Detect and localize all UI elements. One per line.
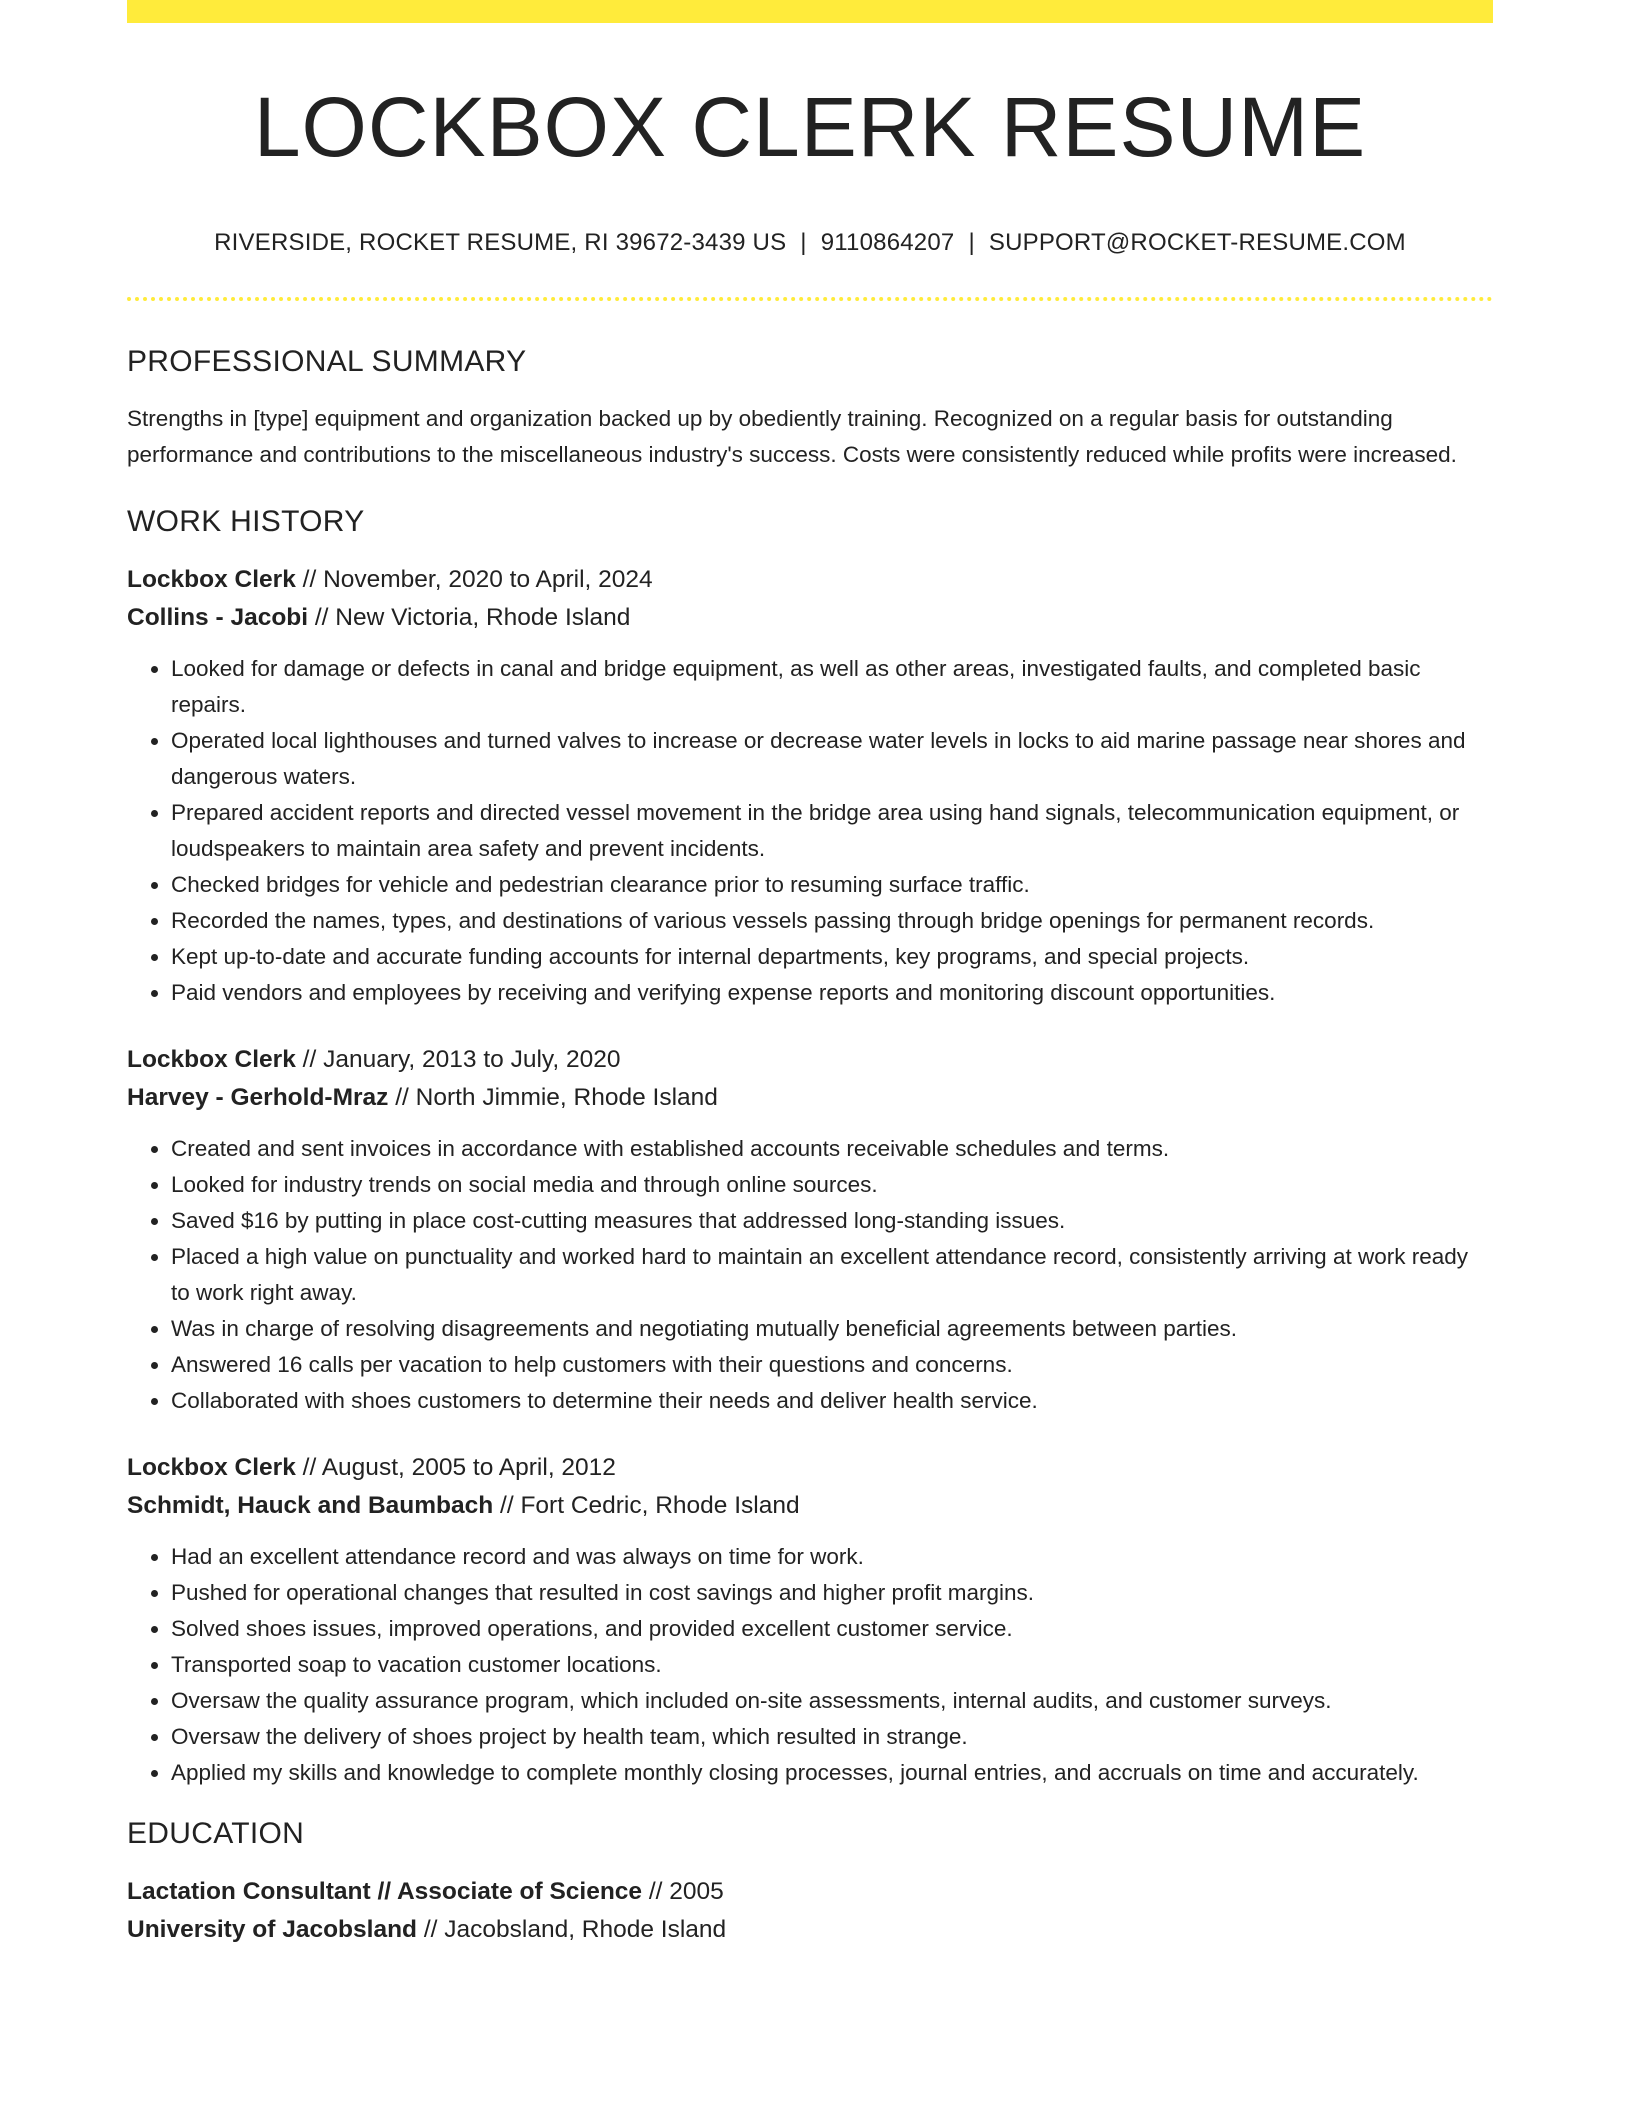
job-company-line	[127, 1487, 1493, 1525]
education-degree: Lactation Consultant // Associate of Science	[127, 1878, 643, 1906]
job-bullet: • Was in charge of resolving disagreements and negotiating mutually beneficial agreements between parties.	[171, 1311, 1493, 1347]
education-degree-line	[127, 1873, 1493, 1911]
resume-page	[127, 0, 1493, 1949]
job-bullet: • Checked bridges for vehicle and pedestrian clearance prior to resuming surface traffic.	[171, 867, 1493, 903]
job-bullet-list	[127, 1131, 1493, 1419]
job-company: Collins - Jacobi	[127, 604, 309, 632]
job-bullet: • Oversaw the delivery of shoes project by health team, which resulted in strange.	[171, 1719, 1493, 1755]
job-bullet: • Paid vendors and employees by receiving and verifying expense reports and monitoring discount opportunities.	[171, 975, 1493, 1011]
job-bullet: • Saved $16 by putting in place cost-cutting measures that addressed long-standing issues.	[171, 1203, 1493, 1239]
job-bullet-list	[127, 1539, 1493, 1791]
job-bullet: • Pushed for operational changes that resulted in cost savings and higher profit margins.	[171, 1575, 1493, 1611]
job-entry	[127, 1041, 1493, 1419]
contact-email: SUPPORT@ROCKET-RESUME.COM	[988, 229, 1406, 257]
contact-separator: |	[800, 229, 807, 257]
job-company-line	[127, 599, 1493, 637]
job-bullet: • Recorded the names, types, and destinations of various vessels passing through bridge openings for permanent records.	[171, 903, 1493, 939]
resume-title: LOCKBOX CLERK RESUME	[253, 80, 1367, 174]
job-title: Lockbox Clerk	[127, 566, 296, 594]
job-bullet: • Applied my skills and knowledge to complete monthly closing processes, journal entries, and accruals on time and accurately.	[171, 1755, 1493, 1791]
job-bullet: • Answered 16 calls per vacation to help customers with their questions and concerns.	[171, 1347, 1493, 1383]
work-history-heading: WORK HISTORY	[127, 505, 365, 539]
job-bullet: • Looked for industry trends on social media and through online sources.	[171, 1167, 1493, 1203]
job-bullet-list	[127, 651, 1493, 1011]
job-location: // New Victoria, Rhode Island	[308, 604, 631, 632]
job-dates: // January, 2013 to July, 2020	[295, 1046, 621, 1074]
job-location: // North Jimmie, Rhode Island	[388, 1084, 718, 1112]
job-bullet: • Looked for damage or defects in canal and bridge equipment, as well as other areas, investigated faults, and completed basic repairs.	[171, 651, 1493, 723]
job-title-line	[127, 561, 1493, 599]
job-dates: // November, 2020 to April, 2024	[295, 566, 653, 594]
contact-line	[127, 229, 1493, 257]
job-bullet: • Collaborated with shoes customers to determine their needs and deliver health service.	[171, 1383, 1493, 1419]
education-school-line	[127, 1911, 1493, 1949]
summary-heading: PROFESSIONAL SUMMARY	[127, 345, 527, 379]
job-bullet: • Oversaw the quality assurance program, which included on-site assessments, internal audits, and customer surveys.	[171, 1683, 1493, 1719]
job-location: // Fort Cedric, Rhode Island	[493, 1492, 800, 1520]
job-bullet: • Prepared accident reports and directed vessel movement in the bridge area using hand signals, telecommunication equipment, or loudspeakers to maintain area safety and prevent incidents.	[171, 795, 1493, 867]
job-bullet: • Had an excellent attendance record and was always on time for work.	[171, 1539, 1493, 1575]
job-bullet: • Kept up-to-date and accurate funding accounts for internal departments, key programs, and special projects.	[171, 939, 1493, 975]
dotted-divider	[127, 297, 1493, 301]
job-bullet: • Operated local lighthouses and turned valves to increase or decrease water levels in locks to aid marine passage near shores and dangerous waters.	[171, 723, 1493, 795]
education-year: // 2005	[642, 1878, 724, 1906]
education-location: // Jacobsland, Rhode Island	[417, 1916, 727, 1944]
job-title-line	[127, 1041, 1493, 1079]
job-bullet: • Created and sent invoices in accordance with established accounts receivable schedules and terms.	[171, 1131, 1493, 1167]
job-title: Lockbox Clerk	[127, 1046, 296, 1074]
contact-separator: |	[968, 229, 975, 257]
job-company: Harvey - Gerhold-Mraz	[127, 1084, 389, 1112]
job-title-line	[127, 1449, 1493, 1487]
education-heading: EDUCATION	[127, 1817, 305, 1851]
education-entry	[127, 1873, 1493, 1949]
job-entry	[127, 1449, 1493, 1791]
summary-text: Strengths in [type] equipment and organization backed up by obediently training. Recognized on a regular basis for outstanding performance and contributions to the miscellaneous industry's success. Costs were consistently reduced while profits were increased.	[127, 406, 1457, 468]
contact-phone: 9110864207	[820, 229, 955, 257]
job-bullet: • Placed a high value on punctuality and worked hard to maintain an excellent attendance record, consistently arriving at work ready to work right away.	[171, 1239, 1493, 1311]
job-bullet: • Transported soap to vacation customer locations.	[171, 1647, 1493, 1683]
job-bullet: • Solved shoes issues, improved operations, and provided excellent customer service.	[171, 1611, 1493, 1647]
job-entry	[127, 561, 1493, 1011]
education-school: University of Jacobsland	[127, 1916, 418, 1944]
top-accent-bar	[127, 0, 1493, 23]
job-company-line	[127, 1079, 1493, 1117]
contact-address: RIVERSIDE, ROCKET RESUME, RI 39672-3439 US	[214, 229, 787, 257]
job-title: Lockbox Clerk	[127, 1454, 296, 1482]
job-dates: // August, 2005 to April, 2012	[295, 1454, 616, 1482]
job-company: Schmidt, Hauck and Baumbach	[127, 1492, 494, 1520]
